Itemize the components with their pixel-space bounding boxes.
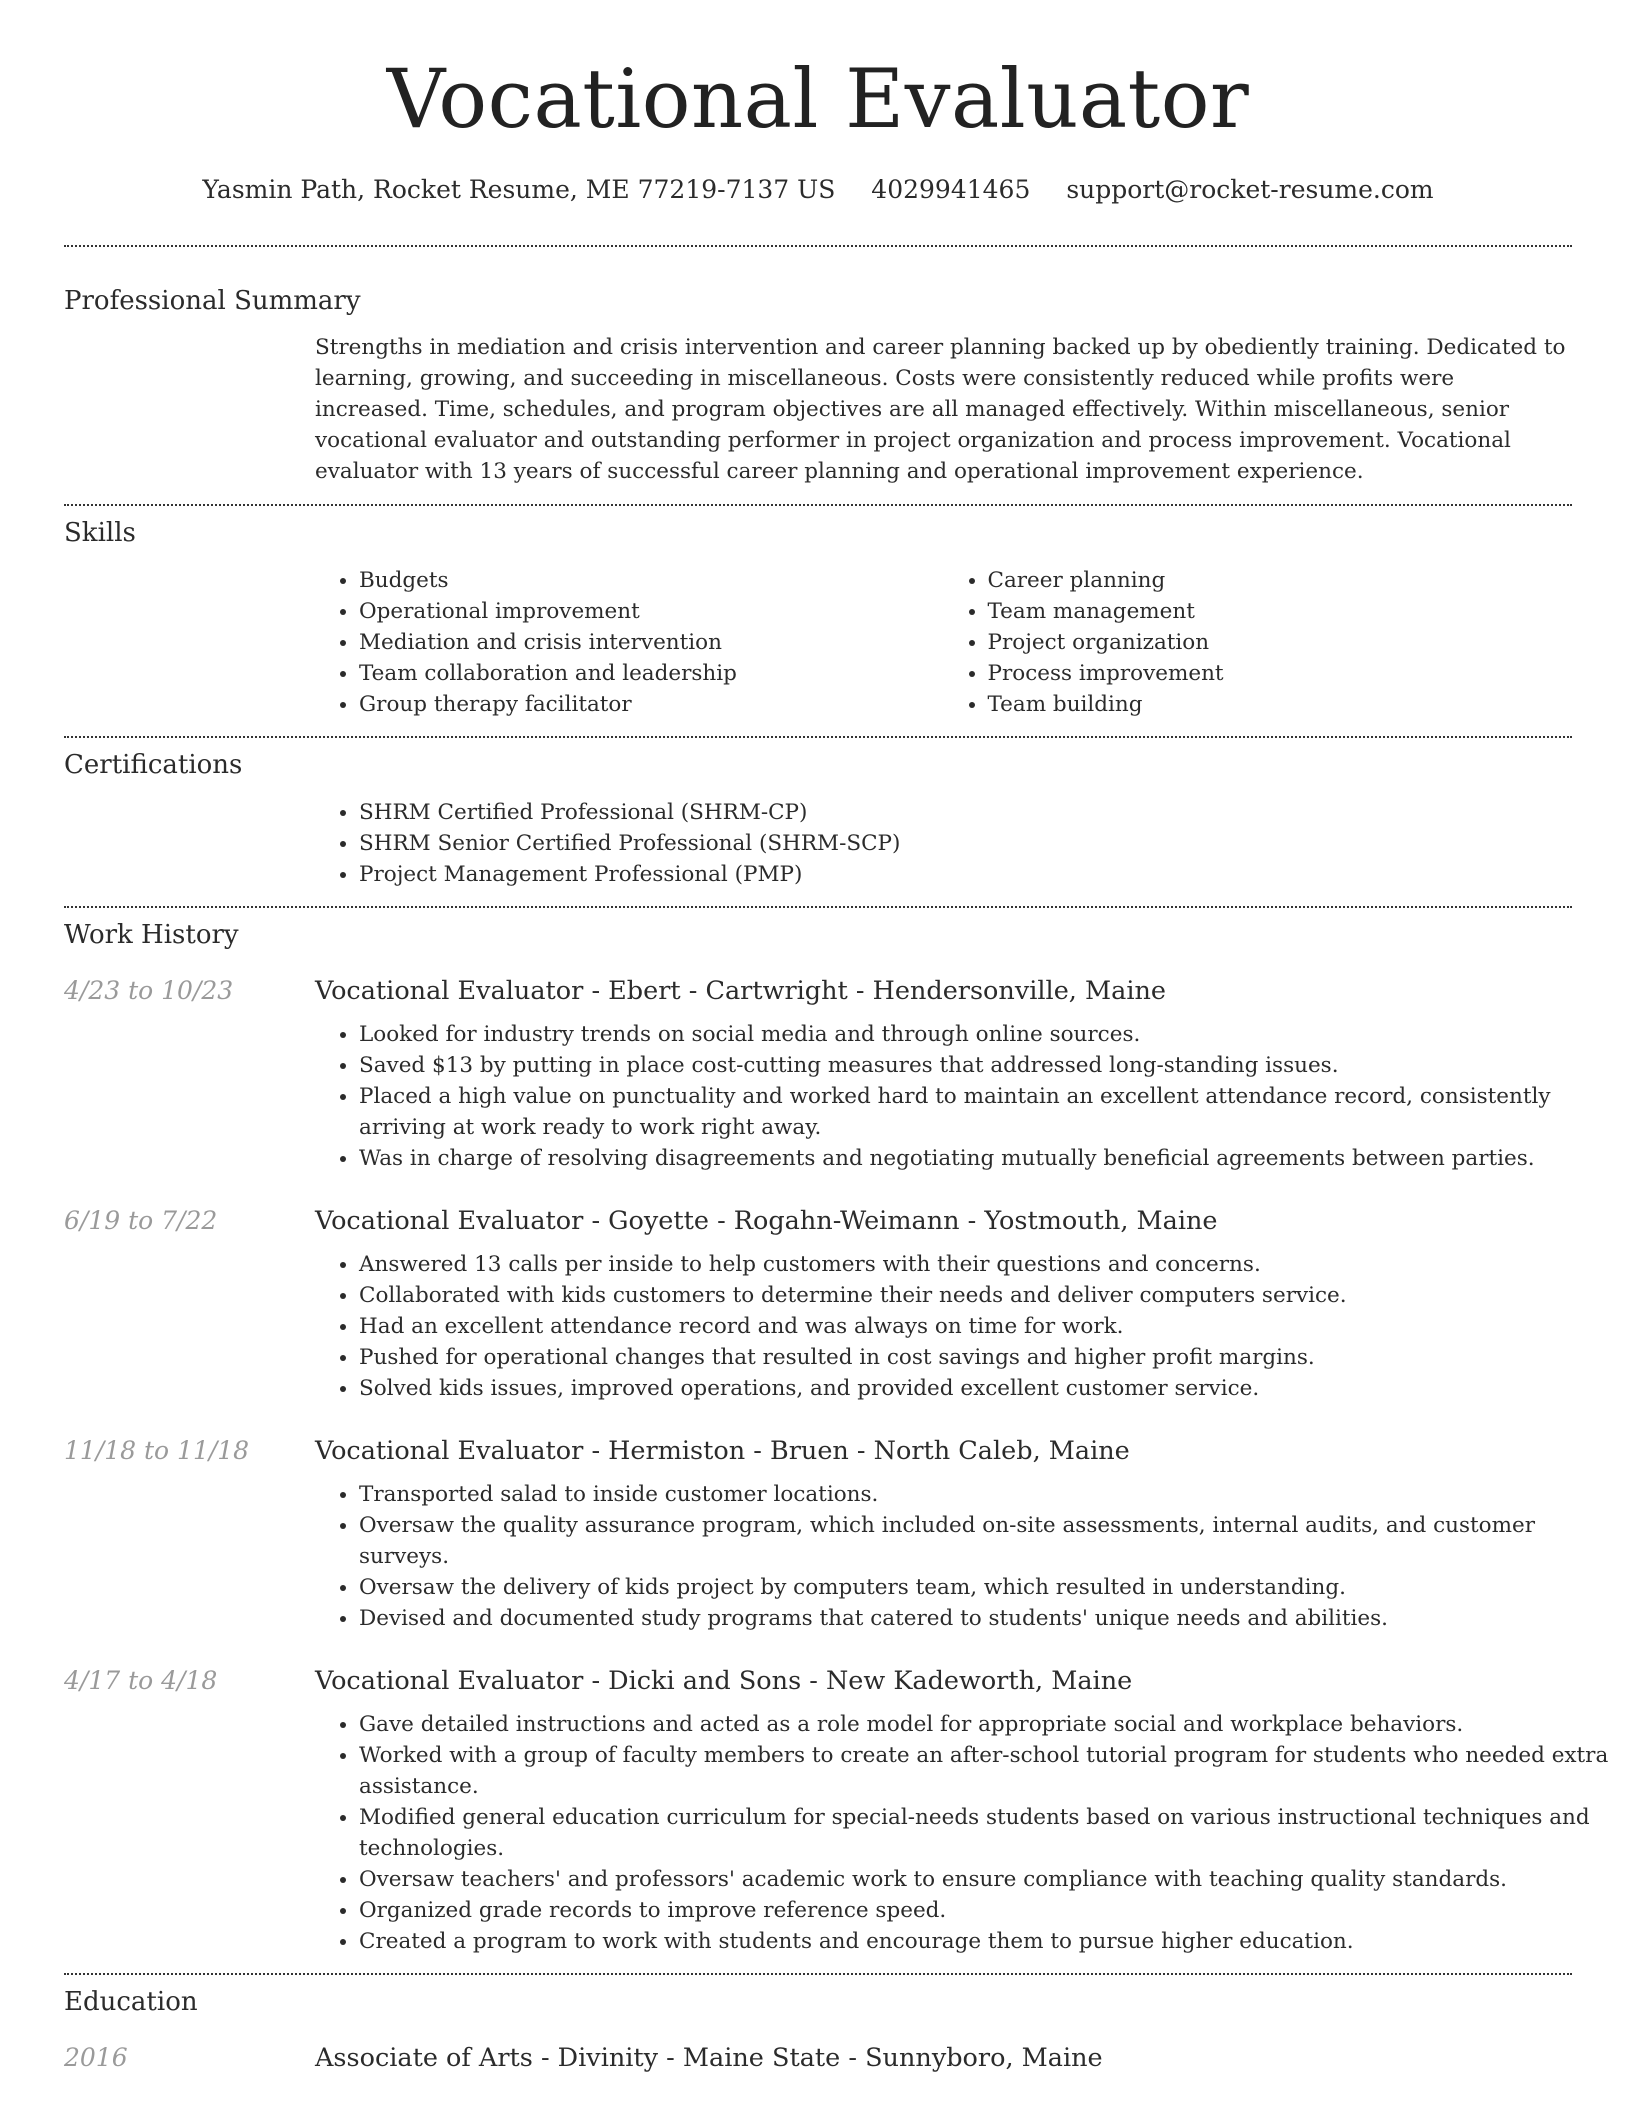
job-bullet: • Saved $13 by putting in place cost-cutting measures that addressed long-standing issues. xyxy=(359,1050,1609,1081)
skills-list-right xyxy=(944,565,1573,720)
job-title: Vocational Evaluator - Goyette - Rogahn-Weimann - Yostmouth, Maine xyxy=(315,1206,1218,1236)
skill-item: • Group therapy facilitator xyxy=(359,689,944,720)
divider xyxy=(64,1973,1572,1975)
section-title-certifications: Certifications xyxy=(64,750,243,780)
job-bullet: • Oversaw the quality assurance program, which included on-site assessments, internal audits, and customer surveys. xyxy=(359,1510,1609,1572)
section-title-skills: Skills xyxy=(64,518,136,548)
skill-item: • Project organization xyxy=(988,627,1573,658)
job-dates: 4/23 to 10/23 xyxy=(64,976,234,1005)
job-dates: 11/18 to 11/18 xyxy=(64,1436,250,1465)
resume-page xyxy=(64,0,1609,2073)
skill-item: • Mediation and crisis intervention xyxy=(359,627,944,658)
job-entry xyxy=(64,976,1572,1174)
skill-item: • Team building xyxy=(988,689,1573,720)
job-bullet: • Oversaw the delivery of kids project by computers team, which resulted in understanding. xyxy=(359,1572,1609,1603)
skill-item: • Process improvement xyxy=(988,658,1573,689)
education-degree: Associate of Arts - Divinity - Maine State - Sunnyboro, Maine xyxy=(315,2043,1103,2073)
job-bullet: • Pushed for operational changes that resulted in cost savings and higher profit margins. xyxy=(359,1342,1609,1373)
job-bullet: • Transported salad to inside customer locations. xyxy=(359,1479,1609,1510)
divider xyxy=(64,906,1572,908)
section-title-education: Education xyxy=(64,1987,198,2017)
job-entry xyxy=(64,1666,1609,1957)
skill-item: • Team management xyxy=(988,596,1573,627)
certification-item: • SHRM Senior Certified Professional (SHRM-SCP) xyxy=(359,828,1572,859)
education-year: 2016 xyxy=(64,2043,128,2072)
contact-email: support@rocket-resume.com xyxy=(1066,175,1434,204)
job-bullet: • Placed a high value on punctuality and worked hard to maintain an excellent attendance record, consistently arriving at work ready to work right away. xyxy=(359,1081,1609,1143)
job-bullet: • Created a program to work with students and encourage them to pursue higher education. xyxy=(359,1926,1609,1957)
job-bullet: • Worked with a group of faculty members to create an after-school tutorial program for students who needed extra assistance. xyxy=(359,1740,1609,1802)
skill-item: • Operational improvement xyxy=(359,596,944,627)
section-title-work-history: Work History xyxy=(64,920,239,950)
job-dates: 4/17 to 4/18 xyxy=(64,1666,218,1695)
job-bullets xyxy=(315,1709,1609,1957)
skills-section xyxy=(64,518,1572,720)
job-entry xyxy=(64,1206,1572,1404)
summary-text: Strengths in mediation and crisis intervention and career planning backed up by obediently training. Dedicated to learning, growing, and succeeding in miscellaneous. Costs were consistently reduced while profits were increased. Time, schedules, and program objectives are all managed effectively. Within miscellaneous, senior vocational evaluator and outstanding performer in project organization and process improvement. Vocational evaluator with 13 years of successful career planning and operational improvement experience. xyxy=(315,335,1566,484)
job-bullet: • Gave detailed instructions and acted as a role model for appropriate social and workplace behaviors. xyxy=(359,1709,1609,1740)
job-bullet: • Solved kids issues, improved operations, and provided excellent customer service. xyxy=(359,1373,1609,1404)
job-bullet: • Looked for industry trends on social media and through online sources. xyxy=(359,1019,1609,1050)
job-bullet: • Had an excellent attendance record and was always on time for work. xyxy=(359,1311,1609,1342)
job-bullet: • Devised and documented study programs that catered to students' unique needs and abilities. xyxy=(359,1603,1609,1634)
education-entry xyxy=(64,2043,1572,2073)
resume-name: Vocational Evaluator xyxy=(386,53,1250,147)
job-bullets xyxy=(315,1249,1609,1404)
job-title: Vocational Evaluator - Hermiston - Bruen - North Caleb, Maine xyxy=(315,1436,1130,1466)
skill-item: • Career planning xyxy=(988,565,1573,596)
skill-item: • Team collaboration and leadership xyxy=(359,658,944,689)
job-bullet: • Oversaw teachers' and professors' academic work to ensure compliance with teaching quality standards. xyxy=(359,1864,1609,1895)
certifications-list xyxy=(315,797,1572,890)
section-title-summary: Professional Summary xyxy=(64,286,361,316)
certifications-section xyxy=(64,750,1572,890)
skill-item: • Budgets xyxy=(359,565,944,596)
job-bullet: • Organized grade records to improve reference speed. xyxy=(359,1895,1609,1926)
job-dates: 6/19 to 7/22 xyxy=(64,1206,218,1235)
job-title: Vocational Evaluator - Ebert - Cartwright - Hendersonville, Maine xyxy=(315,976,1166,1006)
job-bullet: • Modified general education curriculum for special-needs students based on various instructional techniques and technologies. xyxy=(359,1802,1609,1864)
job-bullet: • Answered 13 calls per inside to help customers with their questions and concerns. xyxy=(359,1249,1609,1280)
certification-item: • SHRM Certified Professional (SHRM-CP) xyxy=(359,797,1572,828)
contact-line xyxy=(64,172,1572,208)
work-history-section xyxy=(64,920,1609,1957)
skills-list-left xyxy=(315,565,944,720)
job-bullet: • Was in charge of resolving disagreements and negotiating mutually beneficial agreements between parties. xyxy=(359,1143,1609,1174)
job-bullets xyxy=(315,1019,1609,1174)
job-title: Vocational Evaluator - Dicki and Sons - New Kadeworth, Maine xyxy=(315,1666,1133,1696)
education-section xyxy=(64,1987,1572,2073)
job-bullets xyxy=(315,1479,1609,1634)
summary-section xyxy=(64,286,1572,487)
divider xyxy=(64,736,1572,738)
divider xyxy=(64,504,1572,506)
certification-item: • Project Management Professional (PMP) xyxy=(359,859,1572,890)
job-bullet: • Collaborated with kids customers to determine their needs and deliver computers service. xyxy=(359,1280,1609,1311)
contact-address: Yasmin Path, Rocket Resume, ME 77219-7137 US xyxy=(202,175,836,204)
job-entry xyxy=(64,1436,1572,1634)
contact-phone: 4029941465 xyxy=(871,175,1031,204)
divider xyxy=(64,245,1572,247)
